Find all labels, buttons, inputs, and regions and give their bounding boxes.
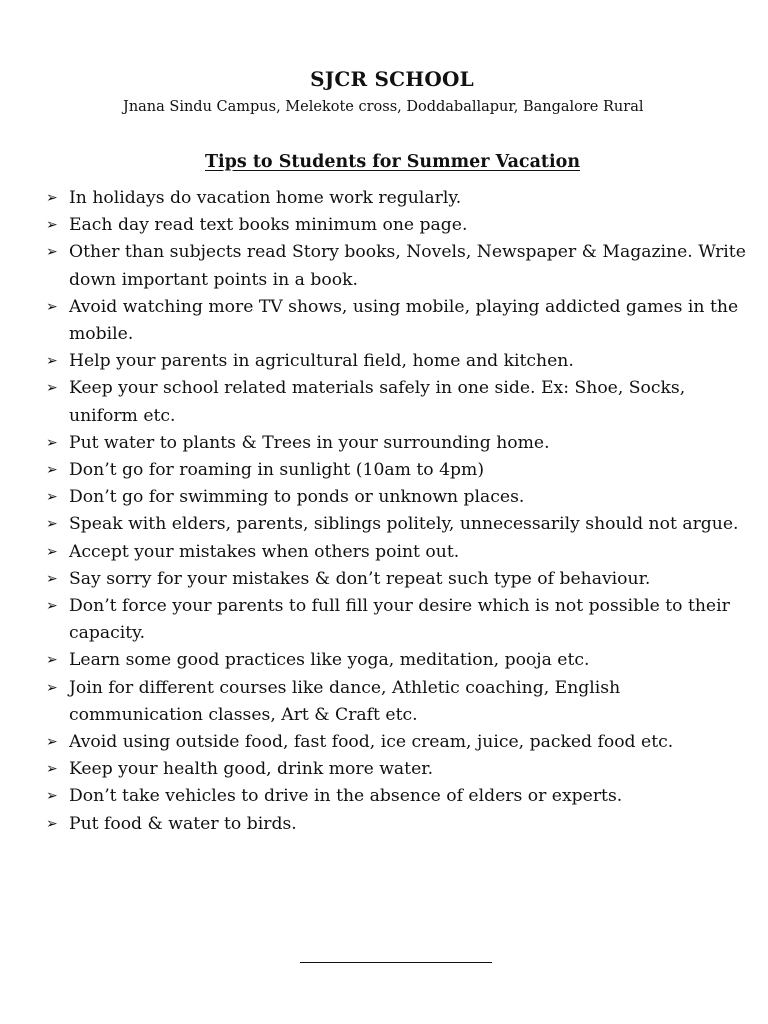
tip-text: Don’t force your parents to full fill your desire which is not possible to their capacity. bbox=[69, 596, 730, 644]
arrowhead-bullet-icon: ➢ bbox=[46, 353, 58, 370]
arrowhead-bullet-icon: ➢ bbox=[46, 516, 58, 533]
arrowhead-bullet-icon: ➢ bbox=[46, 462, 58, 479]
tip-item bbox=[46, 185, 746, 212]
arrowhead-bullet-icon: ➢ bbox=[46, 543, 58, 560]
arrowhead-bullet-icon: ➢ bbox=[46, 761, 58, 778]
arrowhead-bullet-icon: ➢ bbox=[46, 489, 58, 506]
tip-text: Accept your mistakes when others point out. bbox=[69, 541, 460, 562]
school-address: Jnana Sindu Campus, Melekote cross, Doddaballapur, Bangalore Rural bbox=[123, 99, 644, 115]
tip-item bbox=[46, 457, 746, 484]
tip-item bbox=[46, 511, 746, 538]
tip-text: Don’t take vehicles to drive in the absence of elders or experts. bbox=[69, 786, 623, 807]
arrowhead-bullet-icon: ➢ bbox=[46, 652, 58, 669]
arrowhead-bullet-icon: ➢ bbox=[46, 815, 58, 832]
arrowhead-bullet-icon: ➢ bbox=[46, 679, 58, 696]
arrowhead-bullet-icon: ➢ bbox=[46, 788, 58, 805]
tip-item bbox=[46, 430, 746, 457]
tip-item bbox=[46, 647, 746, 674]
arrowhead-bullet-icon: ➢ bbox=[46, 217, 58, 234]
tip-item bbox=[46, 375, 746, 429]
tip-text: Keep your health good, drink more water. bbox=[69, 759, 434, 780]
tip-text: Don’t go for roaming in sunlight (10am to 4pm) bbox=[69, 460, 485, 481]
tip-item bbox=[46, 593, 746, 647]
tip-item bbox=[46, 756, 746, 783]
tip-text: Put water to plants & Trees in your surrounding home. bbox=[69, 432, 550, 453]
tip-item bbox=[46, 783, 746, 810]
arrowhead-bullet-icon: ➢ bbox=[46, 298, 58, 315]
tip-text: Speak with elders, parents, siblings politely, unnecessarily should not argue. bbox=[69, 514, 739, 535]
tip-text: Learn some good practices like yoga, meditation, pooja etc. bbox=[69, 650, 590, 671]
tip-text: Say sorry for your mistakes & don’t repeat such type of behaviour. bbox=[69, 568, 651, 589]
tip-text: Avoid using outside food, fast food, ice cream, juice, packed food etc. bbox=[69, 732, 674, 753]
tip-item bbox=[46, 566, 746, 593]
tip-item bbox=[46, 811, 746, 838]
tip-text: Other than subjects read Story books, Novels, Newspaper & Magazine. Write down important points in a book. bbox=[69, 242, 746, 290]
arrowhead-bullet-icon: ➢ bbox=[46, 570, 58, 587]
tip-item bbox=[46, 484, 746, 511]
arrowhead-bullet-icon: ➢ bbox=[46, 734, 58, 751]
signature-line bbox=[300, 962, 492, 963]
tips-list bbox=[46, 185, 746, 838]
arrowhead-bullet-icon: ➢ bbox=[46, 598, 58, 615]
arrowhead-bullet-icon: ➢ bbox=[46, 434, 58, 451]
tip-item bbox=[46, 539, 746, 566]
tip-item bbox=[46, 729, 746, 756]
tip-item bbox=[46, 212, 746, 239]
tip-text: Join for different courses like dance, Athletic coaching, English communication classes, Art & Craft etc. bbox=[69, 677, 621, 725]
arrowhead-bullet-icon: ➢ bbox=[46, 244, 58, 261]
tips-title: Tips to Students for Summer Vacation bbox=[205, 152, 581, 172]
tip-text: Help your parents in agricultural field, home and kitchen. bbox=[69, 351, 574, 372]
tip-text: Each day read text books minimum one page. bbox=[69, 215, 468, 236]
tip-text: Keep your school related materials safely in one side. Ex: Shoe, Socks, uniform etc. bbox=[69, 378, 686, 426]
tip-item bbox=[46, 294, 746, 348]
tip-item bbox=[46, 239, 746, 293]
tip-text: Avoid watching more TV shows, using mobile, playing addicted games in the mobile. bbox=[69, 296, 739, 345]
school-name: SJCR SCHOOL bbox=[310, 67, 474, 91]
tip-text: In holidays do vacation home work regularly. bbox=[69, 188, 462, 208]
tip-text: Put food & water to birds. bbox=[69, 813, 297, 834]
arrowhead-bullet-icon: ➢ bbox=[46, 380, 58, 397]
arrowhead-bullet-icon: ➢ bbox=[46, 190, 58, 206]
tip-item bbox=[46, 348, 746, 375]
tip-text: Don’t go for swimming to ponds or unknown places. bbox=[69, 487, 525, 508]
tip-item bbox=[46, 675, 746, 729]
